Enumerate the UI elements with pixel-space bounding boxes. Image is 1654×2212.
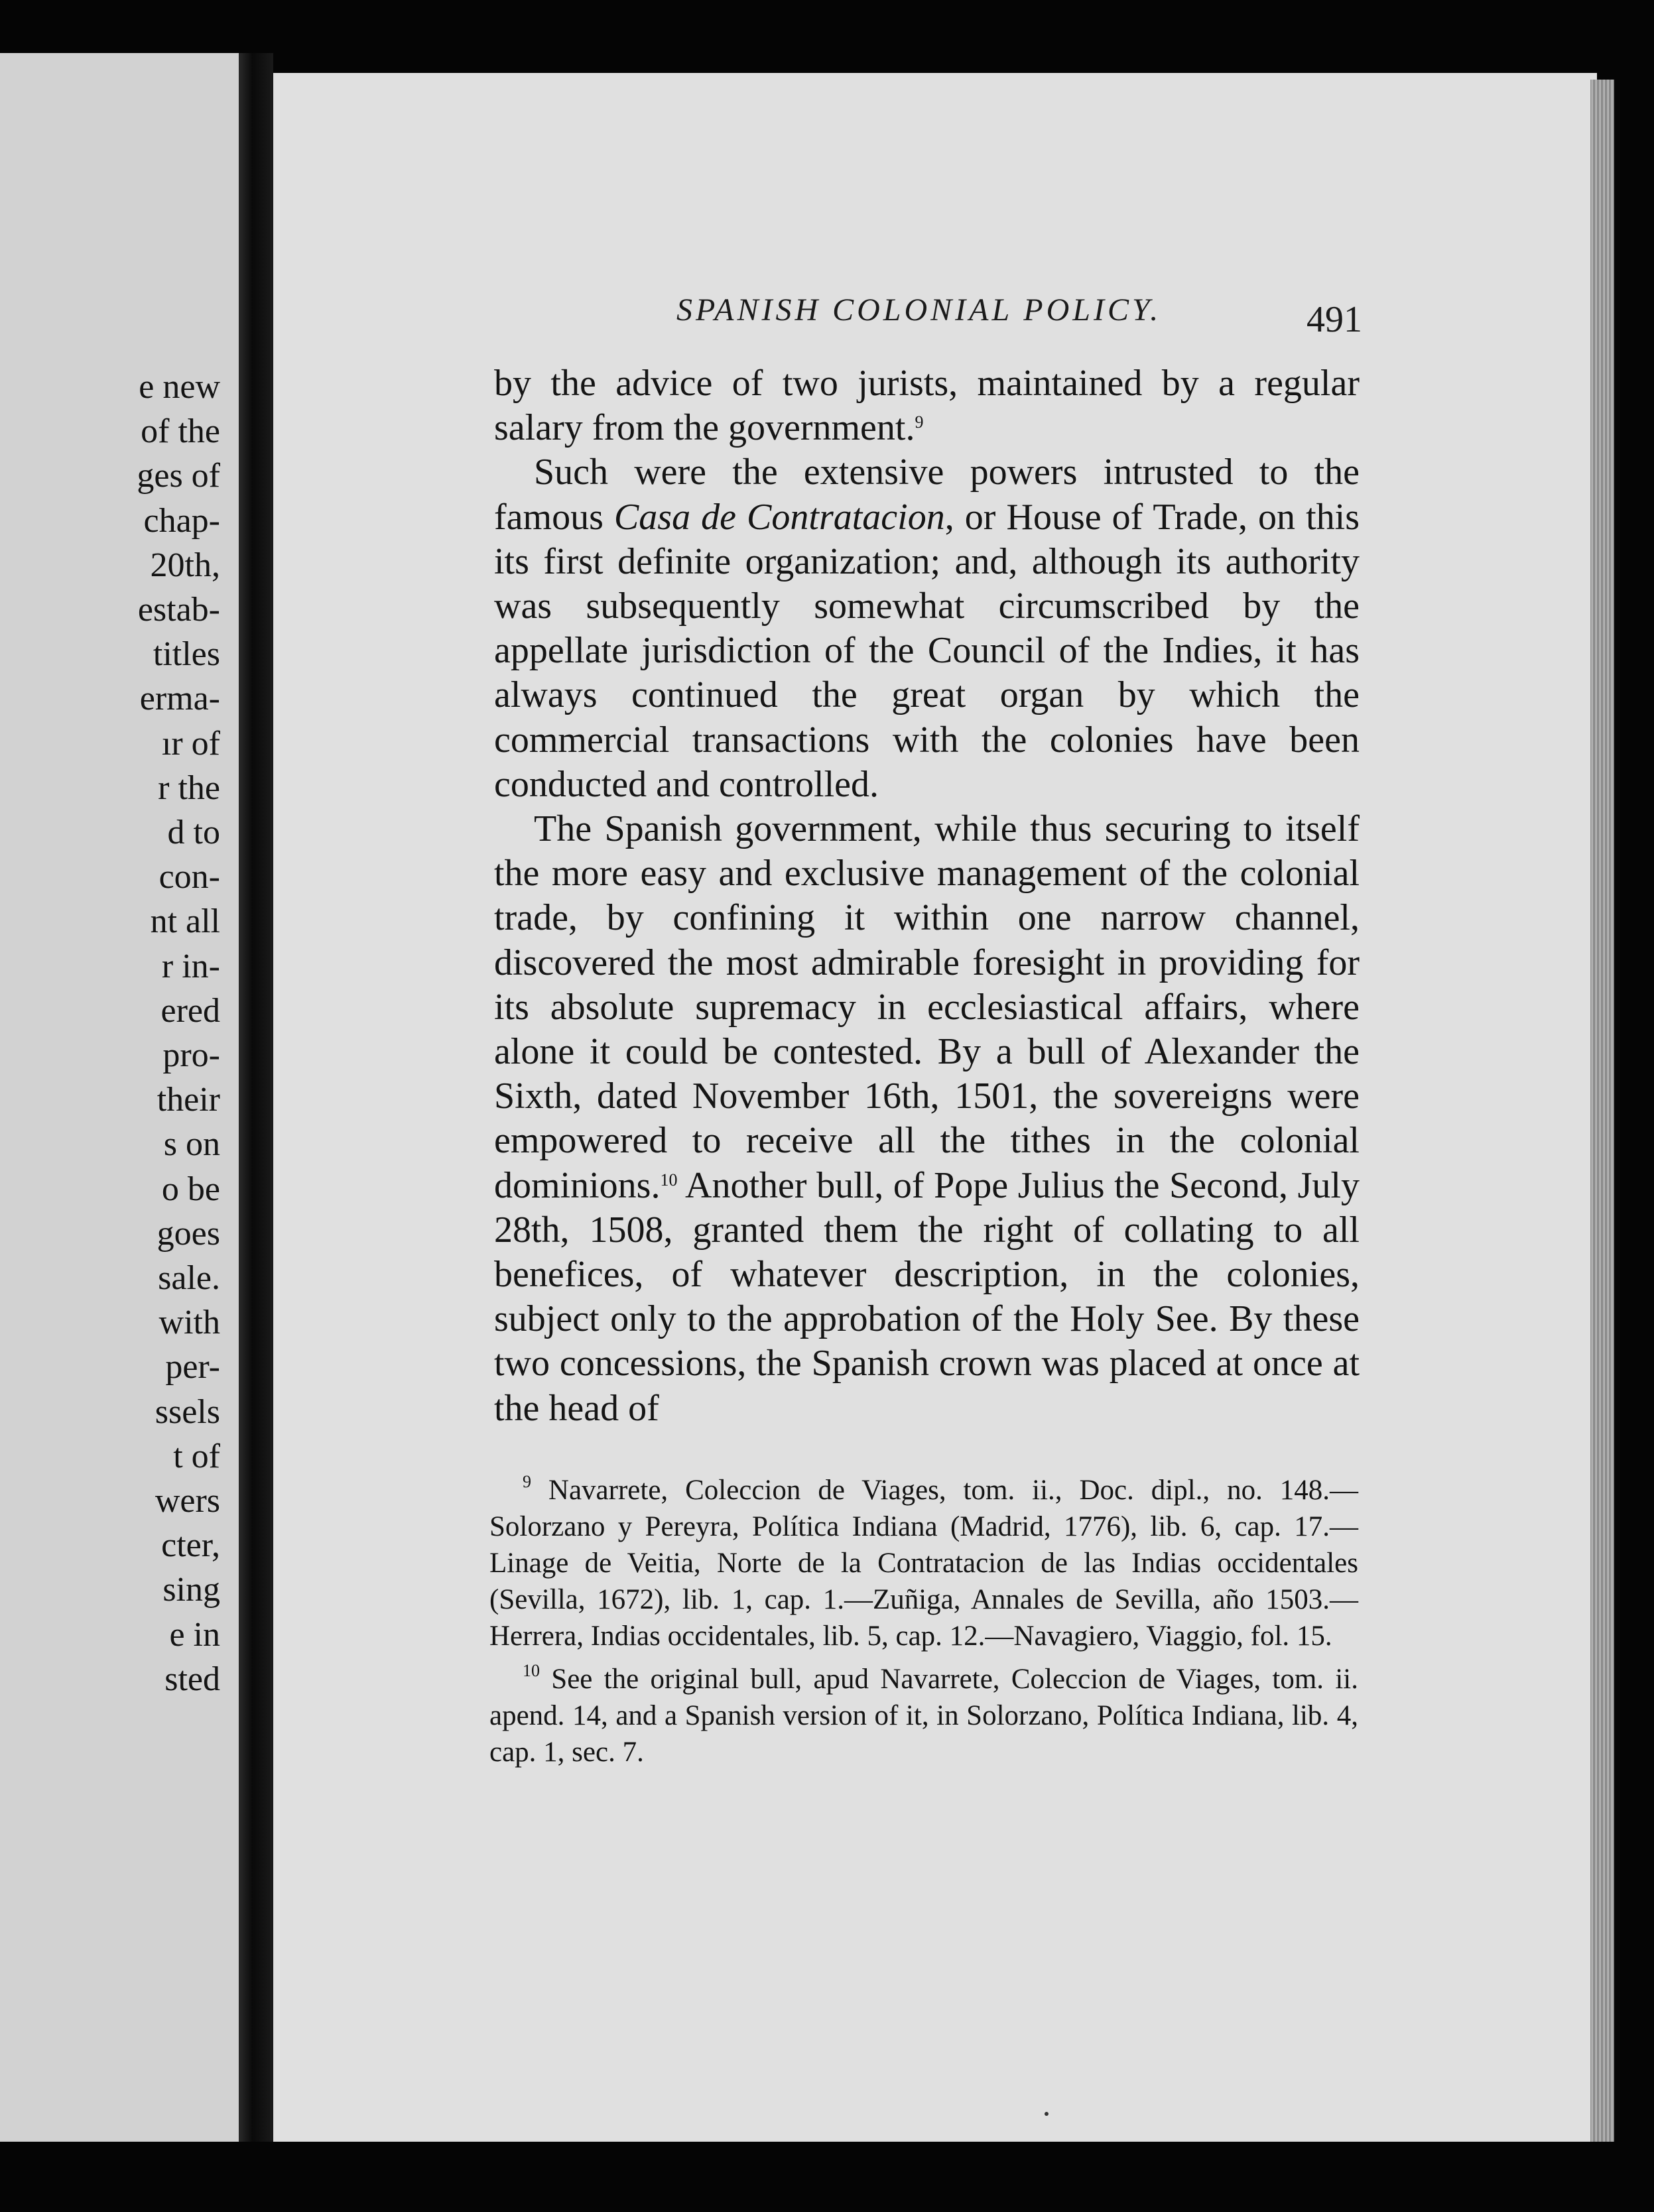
facing-page-line: pro-	[162, 1036, 220, 1074]
facing-page-line: ered	[160, 991, 220, 1030]
facing-page-line: titles	[153, 635, 220, 674]
facing-page-line: of the	[141, 412, 220, 451]
paragraph-3	[494, 807, 1360, 1431]
paragraph-2-text-a: Such were the extensive powers intrusted to the famous	[494, 452, 1360, 538]
facing-page-line: ssels	[155, 1392, 220, 1431]
paragraph-1	[494, 361, 1360, 450]
facing-page-fragment	[0, 53, 239, 2142]
page-number: 491	[1306, 299, 1362, 340]
facing-page-line: estab-	[137, 591, 220, 629]
paragraph-2-text-b: , or House of Trade, on this its first definite organization; and, although its authority was subsequently somewhat circumscribed by the appellate jurisdiction of the Council of the Indies, it has always continued the great organ by which the commercial transactions with the colonies have been conducted and controlled.	[494, 496, 1360, 805]
running-head: SPANISH COLONIAL POLICY.	[676, 292, 1162, 328]
facing-page-line: sing	[162, 1571, 220, 1609]
facing-page-line: e in	[169, 1615, 220, 1654]
footnote-10	[489, 1661, 1358, 1770]
footnote-10-text: See the original bull, apud Navarrete, Coleccion de Viages, tom. ii. apend. 14, and a Spanish version of it, in Solorzano, Política Indiana, lib. 4, cap. 1, sec. 7.	[489, 1664, 1358, 1768]
facing-page-line: o be	[161, 1170, 220, 1208]
facing-page-line: their	[157, 1081, 220, 1119]
facing-page-line: t of	[173, 1437, 220, 1475]
footnote-10-mark: 10	[523, 1661, 540, 1680]
facing-page-line: per-	[165, 1348, 220, 1386]
footnote-ref-10: 10	[660, 1170, 678, 1190]
facing-page-line: goes	[157, 1214, 220, 1253]
body-text	[494, 361, 1360, 1431]
facing-page-line: cter,	[161, 1526, 220, 1565]
facing-page-line: sale.	[158, 1259, 220, 1297]
speck	[1045, 2112, 1049, 2116]
footnote-9	[489, 1472, 1358, 1654]
facing-page-line: with	[159, 1304, 220, 1342]
facing-page-line: ır of	[161, 724, 220, 763]
facing-page-line: ges of	[137, 457, 220, 495]
facing-page-line: s on	[163, 1125, 220, 1164]
facing-page-line: r in-	[161, 947, 220, 985]
book-gutter	[239, 53, 273, 2142]
footnote-9-text: Navarrete, Coleccion de Viages, tom. ii., Doc. dipl., no. 148.—Solorzano y Pereyra, Política Indiana (Madrid, 1776), lib. 6, cap. 17.—Linage de Veitia, Norte de la Contratacion de las Indias occidentales (Sevilla, 1672), lib. 1, cap. 1.—Zuñiga, Annales de Sevilla, año 1503.—Herrera, Indias occidentales, lib. 5, cap. 12.—Navagiero, Viaggio, fol. 15.	[489, 1475, 1358, 1652]
paragraph-2-italic: Casa de Contratacion	[613, 496, 945, 538]
facing-page-line: 20th,	[150, 546, 220, 584]
facing-page-line: d to	[167, 814, 220, 851]
paragraph-2	[494, 450, 1360, 807]
paragraph-3-text-b: Another bull, of Pope Julius the Second, July 28th, 1508, granted them the right of collating to all benefices, of whatever description, in the colonies, subject only to the approbation of the Holy See. By these two concessions, the Spanish crown was placed at once at the head of	[494, 1164, 1360, 1429]
footnote-9-mark: 9	[523, 1472, 531, 1491]
facing-page-line: erma-	[139, 680, 220, 718]
facing-page-line: e new	[139, 368, 220, 406]
paragraph-1-text: by the advice of two jurists, maintained by a regular salary from the government.	[494, 363, 1360, 449]
facing-page-line: chap-	[143, 501, 220, 540]
paragraph-3-text-a: The Spanish government, while thus securing to itself the more easy and exclusive management of the colonial trade, by confining it within one narrow channel, discovered the most admirable foresight in providing for its absolute supremacy in ecclesiastical affairs, where alone it could be contested. By a bull of Alexander the Sixth, dated November 16th, 1501, the sovereigns were empowered to receive all the tithes in the colonial dominions.	[494, 808, 1360, 1206]
facing-page-line: con-	[159, 858, 220, 896]
page-edges	[1590, 80, 1614, 2142]
facing-page-line: r the	[158, 768, 220, 807]
facing-page-line: wers	[155, 1482, 220, 1520]
facing-page-line: sted	[164, 1660, 220, 1698]
facing-page-line: nt all	[150, 902, 220, 941]
footnote-ref-9: 9	[915, 412, 924, 432]
footnotes	[489, 1472, 1358, 1770]
